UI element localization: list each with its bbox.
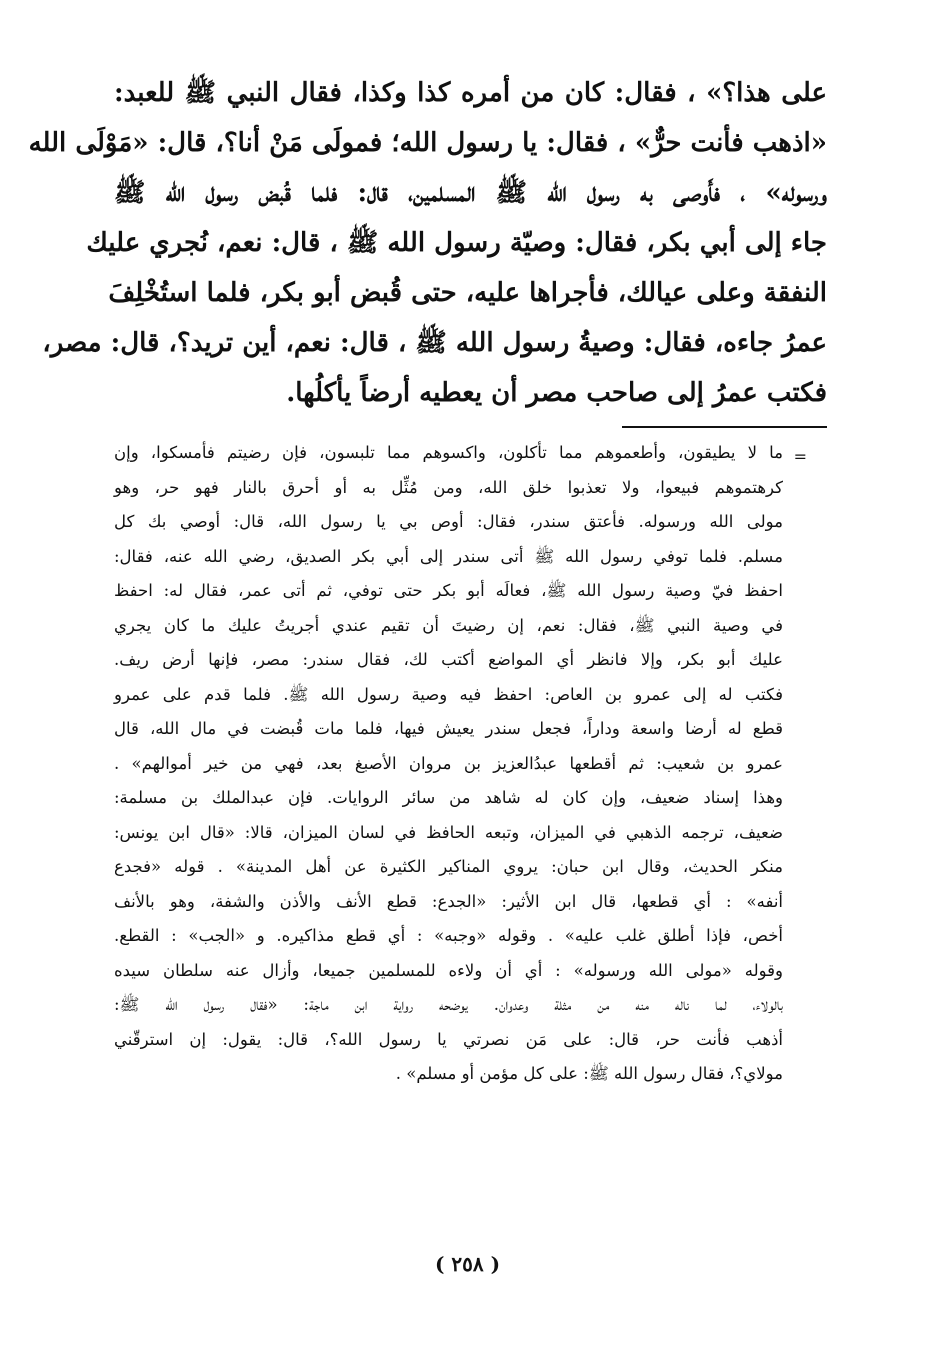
footnote-text xyxy=(114,436,783,1092)
footnote-line: أنفه» : أي قطعها، قال ابن الأثير: «الجدع: قطع الأنف والأذن والشفة، وهو بالأنف xyxy=(114,891,783,911)
main-line: عمرُ جاءه، فقال: وصيةُ رسول الله ﷺ ، قال: نعم، أين تريد؟، قال: مصر، xyxy=(42,328,827,358)
footnote-line: في وصية النبي ﷺ، فقال: نعم، إن رضيتَ أن تقيم عندي أجريتُ عليك ما كان يجري xyxy=(114,615,783,635)
main-line: على هذا؟» ، فقال: كان من أمره كذا وكذا، فقال النبي ﷺ للعبد: xyxy=(114,78,827,108)
footnote-line: أذهب فأنت حر، قال: على مَن نصرتي يا رسول الله؟، قال: يقول: إن استرقّني xyxy=(114,1029,783,1049)
page-number: ( ٢٥٨ ) xyxy=(434,1252,501,1276)
main-line: النفقة وعلى عيالك، فأجراها عليه، حتى قُبض أبو بكر، فلما استُخْلِفَ xyxy=(108,278,827,308)
footnote-line: وهذا إسناد ضعيف، وإن كان له شاهد من سائر الروايات. فإن عبدالملك بن مسلمة: xyxy=(114,788,783,807)
main-line: جاء إلى أبي بكر، فقال: وصيّة رسول الله ﷺ ، قال: نعم، نُجري عليك xyxy=(86,228,827,258)
footnote-line: منكر الحديث، وقال ابن حبان: يروي المناكير الكثيرة عن أهل المدينة» . قوله «فجدع xyxy=(114,857,783,876)
footnote-continuation-marker: = xyxy=(793,447,807,466)
footnote-line: عمرو بن شعيب: ثم أقطعها عبدُالعزيز بن مروان الأصبغ بعد، فهي من خير أموالهم» . xyxy=(114,753,783,773)
footnote-line: وقوله «مولى الله ورسوله» : أي أن ولاءه للمسلمين جميعا، وأزال عنه سلطان سيده xyxy=(114,960,783,980)
footnote-line: مولاي؟، فقال رسول الله ﷺ: على كل مؤمن أو مسلم» . xyxy=(395,1064,783,1083)
footnote-line: مسلم. فلما توفي رسول الله ﷺ أتى سندر إلى أبي بكر الصديق، رضي الله عنه، فقال: xyxy=(114,546,783,566)
footnote-line: مولى الله ورسوله. فأعتق سندر، فقال: أوص بي يا رسول الله، قال: أوصي بك كل xyxy=(114,512,783,531)
footnote-line: قطع له أرضا واسعة وداراً، فجعل سندر يعيش فيها، فلما مات قُبضت في مال الله، قال xyxy=(114,719,783,738)
footnote-line: عليك أبو بكر، وإلا فانظر أي المواضع أكتب لك، فقال سندر: مصر، فإنها أرض ريف. xyxy=(114,650,783,669)
footnote-divider xyxy=(622,426,827,428)
footnote-line: بالولاء، لما ناله منه من مثلة وعدوان. يوضحه رواية ابن ماجة: «فقال رسول الله ﷺ: xyxy=(114,995,783,1014)
footnote-line: ما لا يطيقون، وأطعموهم مما تأكلون، واكسوهم مما تلبسون، فإن رضيتم فأمسكوا، وإن xyxy=(114,443,783,462)
footnote-line: كرهتموهم فبيعوا، ولا تعذبوا خلق الله، ومن مُثِّل به أو أحرق بالنار فهو حر، وهو xyxy=(114,477,783,497)
footnote-line: أخص، فإذا أطلق غلب عليه» . وقوله «وجبه» : أي قطع مذاكيره. و «الجب» : القطع. xyxy=(114,926,783,945)
footnote-line: فكتب له إلى عمرو بن العاص: احفظ فيه وصية رسول الله ﷺ. فلما قدم على عمرو xyxy=(114,684,783,704)
main-text xyxy=(28,68,827,418)
main-line: فكتب عمرُ إلى صاحب مصر أن يعطيه أرضاً يأكلُها. xyxy=(286,378,827,408)
main-line: «اذهب فأنت حرٌّ» ، فقال: يا رسول الله؛ فمولَى مَنْ أنا؟، قال: «مَوْلَى الله xyxy=(28,128,827,158)
main-line: ورسوله» ، فأَوصى به رسول الله ﷺ المسلمين، قال: فلما قُبض رسول الله ﷺ xyxy=(114,178,827,208)
footnote-line: ضعيف، ترجمه الذهبي في الميزان، وتبعه الحافظ في لسان الميزان، قالا: «قال ابن يونس: xyxy=(114,822,783,842)
footnote-line: احفظ فيّ وصية رسول الله ﷺ، فعالَه أبو بكر حتى توفي، ثم أتى عمر، فقال له: احفظ xyxy=(114,581,783,600)
